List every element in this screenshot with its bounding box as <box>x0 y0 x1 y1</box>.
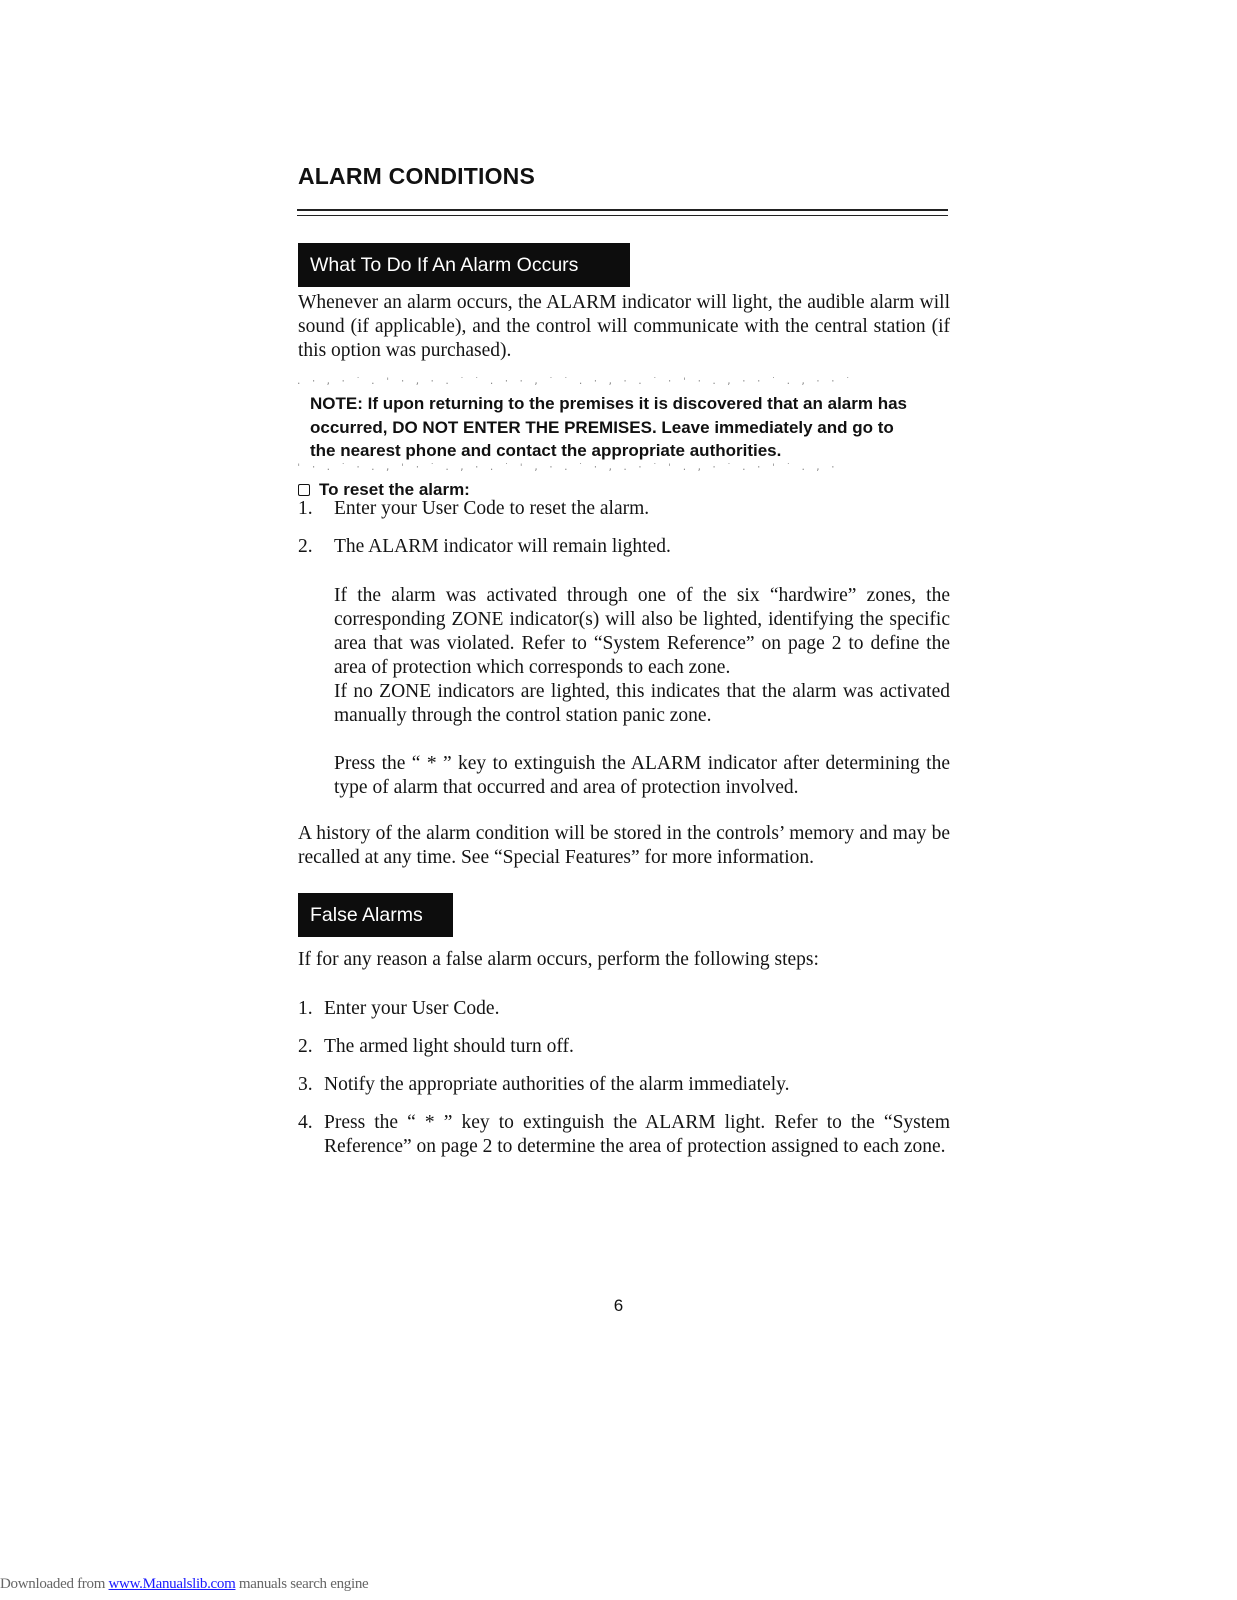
title-rule-top <box>297 209 948 211</box>
list-item <box>298 1035 950 1059</box>
note-block <box>310 392 950 463</box>
list-item-text: The armed light should turn off. <box>324 1036 574 1057</box>
list-item-number: 3. <box>298 1074 313 1095</box>
note-line: occurred, DO NOT ENTER THE PREMISES. Leave immediately and go to <box>310 417 894 437</box>
history-paragraph: A history of the alarm condition will be stored in the controls’ memory and may be recalled at any time. See “Special Features” for more information. <box>298 823 950 868</box>
list-item-text: Notify the appropriate authorities of the alarm immediately. <box>324 1074 790 1095</box>
page-title: ALARM CONDITIONS <box>298 163 536 189</box>
page-number: 6 <box>613 1296 624 1315</box>
manualslib-link[interactable]: www.Manualslib.com <box>108 1576 236 1592</box>
manual-panic-paragraph: If no ZONE indicators are lighted, this indicates that the alarm was activated manually through the control station panic zone. <box>334 681 950 726</box>
list-item-number: 2. <box>298 1036 313 1057</box>
list-item-text: The ALARM indicator will remain lighted. <box>334 536 671 557</box>
section-heading-alarm-occurs: What To Do If An Alarm Occurs <box>298 243 630 287</box>
list-item-text: Press the “ * ” key to extinguish the ALARM light. Refer to the “System Reference” on page 2 to determine the area of protection assigned to each zone. <box>324 1112 950 1157</box>
list-item <box>298 1073 950 1097</box>
note-line: the nearest phone and contact the appropriate authorities. <box>310 441 782 460</box>
list-item-number: 1. <box>298 998 313 1019</box>
footer-suffix: manuals search engine <box>235 1576 369 1592</box>
download-footer <box>0 1576 368 1593</box>
list-item <box>298 1111 950 1159</box>
list-item <box>298 497 950 521</box>
section-heading-false-alarms: False Alarms <box>298 893 453 937</box>
footer-prefix: Downloaded from <box>0 1576 109 1592</box>
false-alarm-intro: If for any reason a false alarm occurs, perform the following steps: <box>298 949 819 970</box>
list-item-text: Enter your User Code to reset the alarm. <box>334 498 650 519</box>
title-rule-bottom <box>297 215 948 216</box>
list-item-text: Enter your User Code. <box>324 998 500 1019</box>
list-item-number: 4. <box>298 1112 313 1133</box>
list-item <box>298 997 950 1021</box>
list-item <box>298 535 950 559</box>
reset-alarm-label: To reset the alarm: <box>319 480 470 499</box>
list-item-number: 1. <box>298 498 313 519</box>
extinguish-paragraph: Press the “ * ” key to extinguish the ALARM indicator after determining the type of alarm that occurred and area of protection involved. <box>334 753 950 798</box>
note-speckle-bottom: ' · . ˙ · . , ' · ˙ . ‚ · . ˙ ' , · . ˙ · ‚ . · ˙ ' . , · ˙ . · ' ˙ . , · <box>296 463 838 473</box>
alarm-intro-paragraph: Whenever an alarm occurs, the ALARM indicator will light, the audible alarm will sound (if applicable), and the control will communicate with the central station (if this option was purchased). <box>298 292 950 361</box>
note-line: NOTE: If upon returning to the premises it is discovered that an alarm has <box>310 394 908 413</box>
note-speckle-top: . · ‚ · ˙ . ' · , · . ˙ ˙ . · · ‚ ˙ ˙ . · , · . ˙ · ' · . , · · ˙ . , · · ˙ <box>296 377 853 387</box>
zone-detail-paragraph: If the alarm was activated through one of the six “hardwire” zones, the corresponding ZONE indicator(s) will also be lighted, identifying the specific area that was violated. Refer to “System Reference” on page 2 to define the area of protection which corresponds to each zone. <box>334 585 950 678</box>
list-item-number: 2. <box>298 536 313 557</box>
checkbox-icon <box>298 484 310 496</box>
